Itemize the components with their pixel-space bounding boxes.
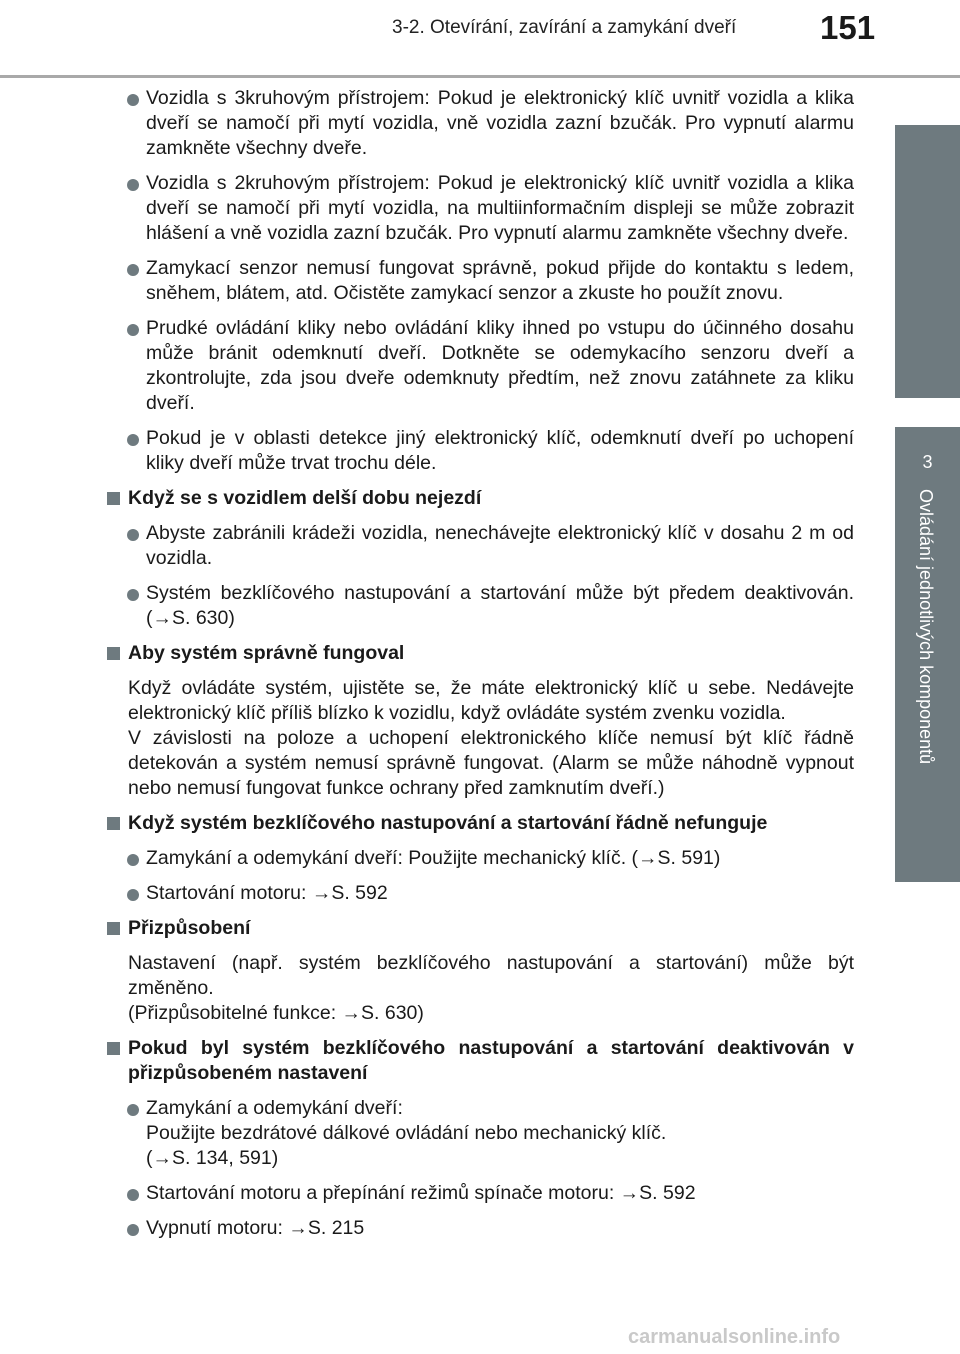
heading-square-icon — [107, 817, 120, 830]
header-divider — [0, 75, 960, 78]
paragraph: Nastavení (např. systém bezklíčového nastupování a startování) může být změněno. (Přizpůsobitelné funkce: →S. 630) — [128, 952, 854, 1024]
paragraph: Když ovládáte systém, ujistěte se, že máte elektronický klíč u sebe. Nedávejte elektronický klíč příliš blízko k vozidlu, když ovládáte systém zvenku vozidla. V závislosti na poloze a uchopení elektronického klíče nemusí být klíč řádně detekován a systém nemusí správně fungovat. (Alarm se může náhodně vypnout nebo nemusí fungovat funkce ochrany před zamknutím dveří.) — [128, 677, 854, 799]
bullet-dot-icon — [127, 1224, 139, 1236]
chapter-label: Ovládání jednotlivých komponentů — [916, 489, 936, 765]
section-heading: Když systém bezklíčového nastupování a startování řádně nefunguje — [106, 811, 854, 836]
list-item: Zamykací senzor nemusí fungovat správně, pokud přijde do kontaktu s ledem, sněhem, blátem, atd. Očistěte zamykací senzor a zkuste ho použít znovu. — [106, 256, 854, 306]
bullet-dot-icon — [127, 179, 139, 191]
section-heading: Aby systém správně fungoval — [106, 641, 854, 666]
bullet-dot-icon — [127, 434, 139, 446]
list-item: Vozidla s 3kruhovým přístrojem: Pokud je elektronický klíč uvnitř vozidla a klika dveří se namočí při mytí vozidla, vně vozidla zazní bzučák. Pro vypnutí alarmu zamkněte všechny dveře. — [106, 86, 854, 161]
heading-square-icon — [107, 647, 120, 660]
bullet-dot-icon — [127, 1104, 139, 1116]
side-tab-upper — [895, 125, 960, 398]
bullet-dot-icon — [127, 529, 139, 541]
list-item: Startování motoru: →S. 592 — [106, 881, 854, 906]
section-heading: Přizpůsobení — [106, 916, 854, 941]
list-item: Abyste zabránili krádeži vozidla, nenechávejte elektronický klíč v dosahu 2 m od vozidla. — [106, 521, 854, 571]
bullet-dot-icon — [127, 1189, 139, 1201]
bullet-dot-icon — [127, 589, 139, 601]
bullet-dot-icon — [127, 854, 139, 866]
bullet-dot-icon — [127, 889, 139, 901]
heading-square-icon — [107, 492, 120, 505]
list-item: Vozidla s 2kruhovým přístrojem: Pokud je elektronický klíč uvnitř vozidla a klika dveří se namočí při mytí vozidla, na multiinformačním displeji se může zobrazit hlášení a vně vozidla zazní bzučák. Pro vypnutí alarmu zamkněte všechny dveře. — [106, 171, 854, 246]
watermark: carmanualsonline.info — [628, 1326, 841, 1348]
bullet-dot-icon — [127, 264, 139, 276]
bullet-dot-icon — [127, 324, 139, 336]
section-title: 3-2. Otevírání, zavírání a zamykání dveří — [392, 17, 737, 38]
chapter-number: 3 — [922, 452, 933, 472]
page-content — [106, 86, 854, 1251]
list-item: Prudké ovládání kliky nebo ovládání kliky ihned po vstupu do účinného dosahu může bránit odemknutí dveří. Dotkněte se odemykacího senzoru dveří a zkontrolujte, zda jsou dveře odemknuty předtím, než znovu zatáhnete za kliku dveří. — [106, 316, 854, 416]
chapter-tab — [895, 427, 960, 882]
section-heading: Když se s vozidlem delší dobu nejezdí — [106, 486, 854, 511]
list-item: Zamykání a odemykání dveří: Použijte mechanický klíč. (→S. 591) — [106, 846, 854, 871]
bullet-dot-icon — [127, 94, 139, 106]
section-heading: Pokud byl systém bezklíčového nastupování a startování deaktivován v přizpůsobeném nastavení — [106, 1036, 854, 1086]
list-item: Vypnutí motoru: →S. 215 — [106, 1216, 854, 1241]
page-number: 151 — [820, 9, 876, 46]
heading-square-icon — [107, 922, 120, 935]
list-item: Systém bezklíčového nastupování a startování může být předem deaktivován. (→S. 630) — [106, 581, 854, 631]
heading-square-icon — [107, 1042, 120, 1055]
list-item: Zamykání a odemykání dveří: Použijte bezdrátové dálkové ovládání nebo mechanický klíč. (→S. 134, 591) — [106, 1096, 854, 1171]
list-item: Pokud je v oblasti detekce jiný elektronický klíč, odemknutí dveří po uchopení kliky dveří může trvat trochu déle. — [106, 426, 854, 476]
list-item: Startování motoru a přepínání režimů spínače motoru: →S. 592 — [106, 1181, 854, 1206]
